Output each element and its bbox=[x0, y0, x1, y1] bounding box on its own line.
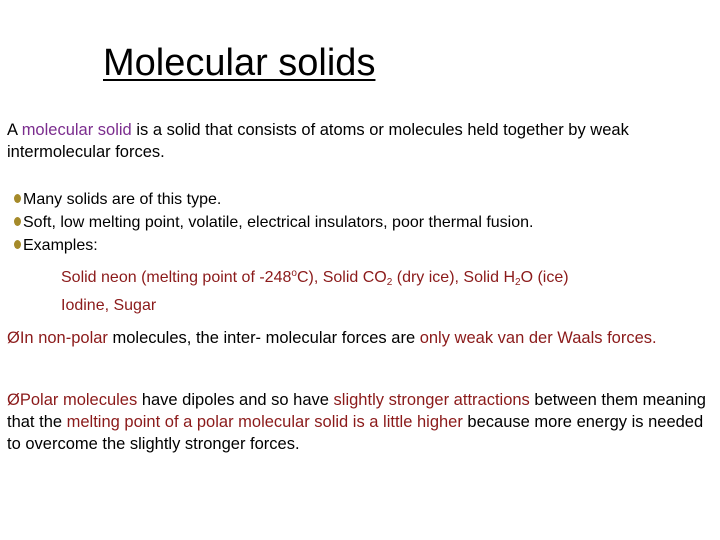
bullet-dot-icon bbox=[14, 240, 21, 249]
bullet-text: Soft, low melting point, volatile, electrical insulators, poor thermal fusion. bbox=[23, 214, 534, 231]
nonpolar-lead: In non-polar bbox=[19, 329, 108, 347]
bullet-text: Examples: bbox=[23, 237, 98, 254]
nonpolar-paragraph bbox=[7, 327, 707, 349]
polar-text: because more energy is needed to overcome the slightly stronger forces. bbox=[7, 413, 704, 453]
intro-term: molecular solid bbox=[21, 121, 132, 139]
bullet-list bbox=[14, 188, 714, 257]
bullet-item bbox=[14, 234, 714, 257]
polar-text: have dipoles and so have bbox=[137, 391, 334, 409]
bullet-text: Many solids are of this type. bbox=[23, 191, 222, 208]
examples-text: Solid neon (melting point of -248 bbox=[61, 269, 292, 286]
polar-highlight-1: slightly stronger attractions bbox=[333, 391, 530, 409]
nonpolar-text: molecules, the inter- molecular forces are bbox=[107, 329, 420, 347]
h2o-sub: 2 bbox=[515, 277, 521, 288]
arrow-bullet-icon: Ø bbox=[7, 329, 20, 347]
polar-lead: Polar molecules bbox=[19, 391, 138, 409]
examples-block bbox=[61, 262, 701, 317]
nonpolar-highlight: only weak van der Waals forces. bbox=[419, 329, 657, 347]
intro-text-b: is a solid that consists of atoms or molecules held together by weak intermolecular forces. bbox=[7, 121, 629, 161]
examples-text: C), Solid CO bbox=[296, 269, 387, 286]
bullet-item bbox=[14, 188, 714, 211]
polar-text: between them meaning that the bbox=[7, 391, 706, 431]
co2-sub: 2 bbox=[386, 277, 393, 288]
examples-text: (dry ice), Solid H bbox=[392, 269, 515, 286]
page-title: Molecular solids bbox=[103, 42, 376, 84]
examples-line-1 bbox=[61, 262, 701, 294]
examples-text: O (ice) bbox=[520, 269, 569, 286]
arrow-bullet-icon: Ø bbox=[7, 391, 20, 409]
bullet-dot-icon bbox=[14, 217, 21, 226]
examples-line-2: Iodine, Sugar bbox=[61, 297, 157, 314]
polar-highlight-2: melting point of a polar molecular solid is a little higher bbox=[66, 413, 463, 431]
intro-text-a: A bbox=[7, 121, 22, 139]
polar-paragraph bbox=[7, 389, 707, 455]
bullet-dot-icon bbox=[14, 194, 21, 203]
intro-paragraph bbox=[7, 119, 707, 163]
bullet-item bbox=[14, 211, 714, 234]
degree-sup: o bbox=[291, 268, 297, 279]
